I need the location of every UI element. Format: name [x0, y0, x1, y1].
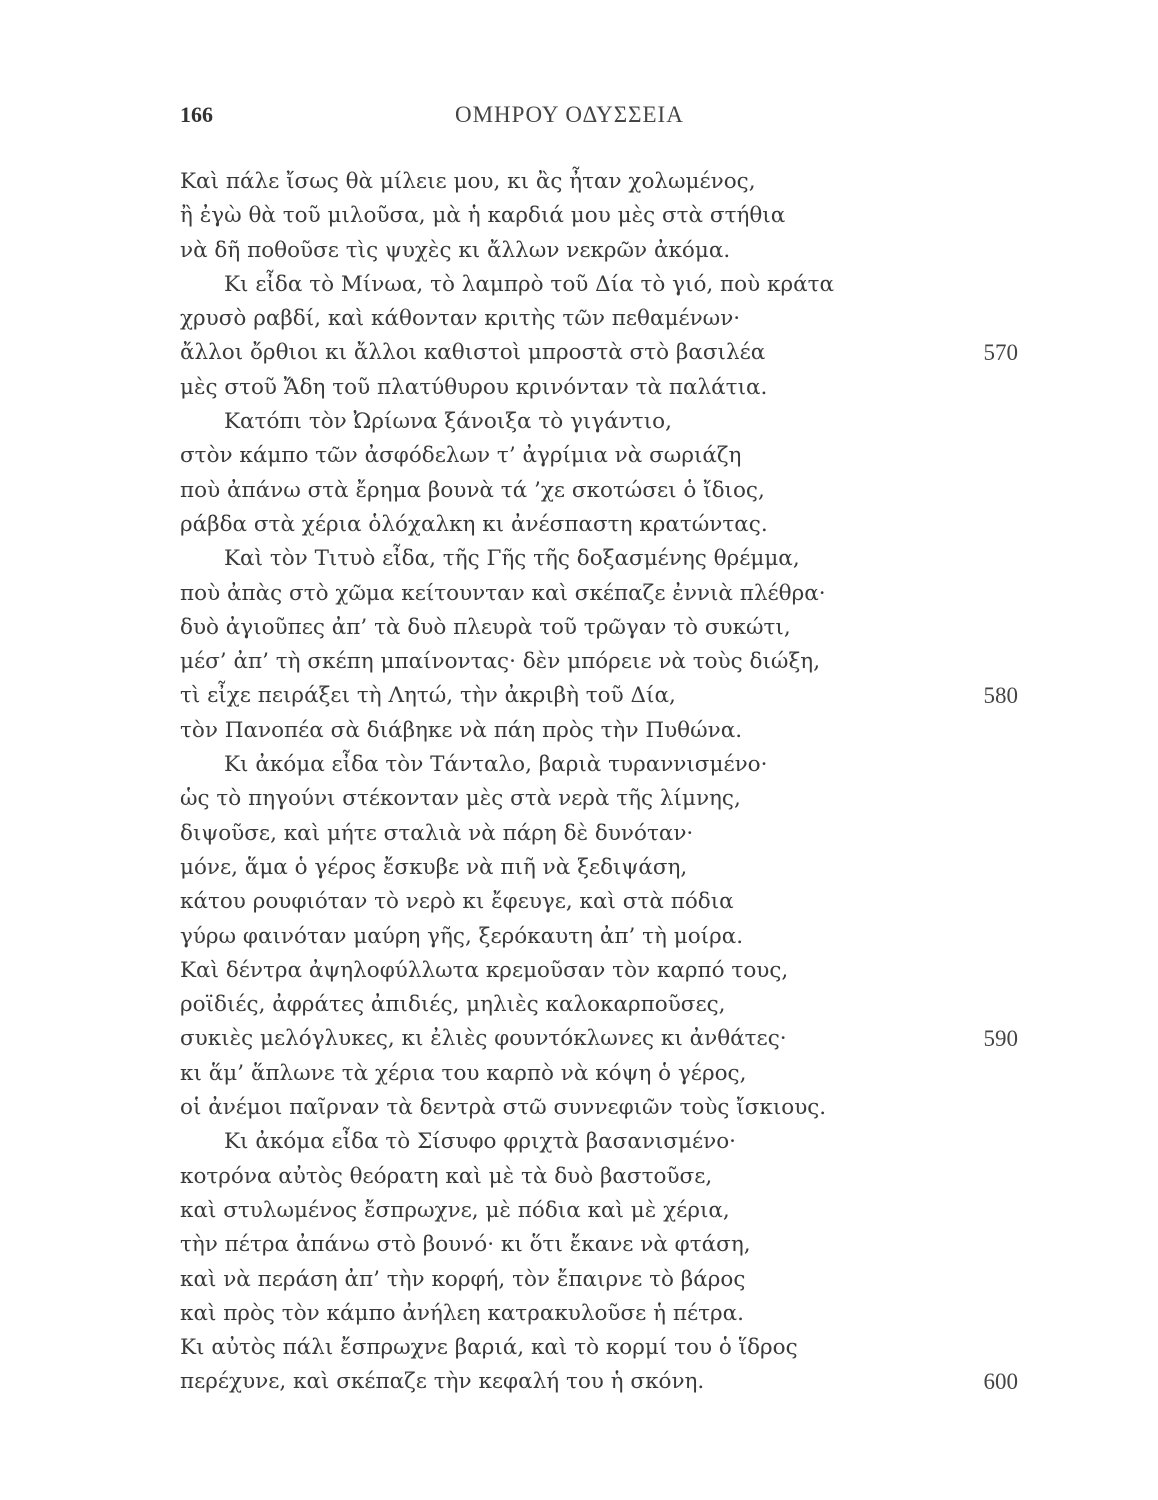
- verse-line: [180, 679, 1020, 713]
- running-head: [180, 102, 1030, 134]
- verse-text: δυὸ ἀγιοῦπες ἀπ’ τὰ δυὸ πλευρὰ τοῦ τρῶγαν τὸ συκώτι,: [180, 614, 791, 640]
- verse-line: [180, 611, 1020, 645]
- verse-text: Κι ἀκόμα εἶδα τὸν Τάνταλο, βαριὰ τυραννισμένο·: [224, 752, 768, 778]
- running-title: ΟΜΗΡΟΥ ΟΔΥΣΣΕΙΑ: [455, 102, 684, 127]
- verse-line: [180, 1160, 1020, 1194]
- verse-line: [180, 1091, 1020, 1125]
- verse-line: [180, 165, 1020, 199]
- line-number: 580: [983, 683, 1018, 709]
- verse-line: [180, 336, 1020, 370]
- verse-line: [180, 371, 1020, 405]
- verse-text: χρυσὸ ραβδί, καὶ κάθονταν κριτὴς τῶν πεθαμένων·: [180, 306, 741, 332]
- verse-line: [180, 920, 1020, 954]
- verse-line: [180, 577, 1020, 611]
- verse-text: ποὺ ἀπὰς στὸ χῶμα κείτουνταν καὶ σκέπαζε ἐννιὰ πλέθρα·: [180, 580, 826, 606]
- verse-text: ὡς τὸ πηγούνι στέκονταν μὲς στὰ νερὰ τῆς λίμνης,: [180, 786, 741, 812]
- verse-line: [180, 439, 1020, 473]
- verse-text: ράβδα στὰ χέρια ὁλόχαλκη κι ἀνέσπαστη κρατώντας.: [180, 511, 768, 537]
- verse-line: [180, 954, 1020, 988]
- verse-line: [180, 782, 1020, 816]
- verse-text: ροϊδιές, ἀφράτες ἀπιδιές, μηλιὲς καλοκαρποῦσες,: [180, 992, 726, 1018]
- verse-text: μέσ’ ἀπ’ τὴ σκέπη μπαίνοντας· δὲν μπόρειε νὰ τοὺς διώξη,: [180, 649, 821, 675]
- verse-text: συκιὲς μελόγλυκες, κι ἐλιὲς φουντόκλωνες κι ἀνθάτες·: [180, 1026, 787, 1052]
- verse-text: νὰ δῆ ποθοῦσε τὶς ψυχὲς κι ἄλλων νεκρῶν ἀκόμα.: [180, 237, 731, 263]
- verse-line: [180, 508, 1020, 542]
- verse-line: [180, 1228, 1020, 1262]
- verse-text: οἱ ἀνέμοι παῖρναν τὰ δεντρὰ στῶ συννεφιῶν τοὺς ἴσκιους.: [180, 1095, 827, 1121]
- line-number: 600: [983, 1369, 1018, 1395]
- verse-line: [180, 302, 1020, 336]
- verse-text: γύρω φαινόταν μαύρη γῆς, ξερόκαυτη ἀπ’ τὴ μοίρα.: [180, 923, 744, 949]
- verse-block: [180, 165, 1020, 1400]
- verse-text: στὸν κάμπο τῶν ἀσφόδελων τ’ ἀγρίμια νὰ σωριάζη: [180, 443, 742, 469]
- verse-text: Καὶ δέντρα ἀψηλοφύλλωτα κρεμοῦσαν τὸν καρπό τους,: [180, 957, 789, 983]
- verse-text: καὶ νὰ περάση ἀπ’ τὴν κορφή, τὸν ἔπαιρνε τὸ βάρος: [180, 1266, 746, 1292]
- verse-text: κι ἅμ’ ἅπλωνε τὰ χέρια του καρπὸ νὰ κόψη ὁ γέρος,: [180, 1060, 747, 1086]
- verse-line: [180, 748, 1020, 782]
- verse-text: κάτου ρουφιόταν τὸ νερὸ κι ἔφευγε, καὶ στὰ πόδια: [180, 889, 734, 915]
- verse-line: [180, 1125, 1020, 1159]
- verse-text: τὸν Πανοπέα σὰ διάβηκε νὰ πάη πρὸς τὴν Πυθώνα.: [180, 717, 743, 743]
- verse-text: Καὶ τὸν Τιτυὸ εἶδα, τῆς Γῆς τῆς δοξασμένης θρέμμα,: [224, 546, 800, 572]
- verse-line: [180, 885, 1020, 919]
- verse-text: μὲς στοῦ Ἄδη τοῦ πλατύθυρου κρινόνταν τὰ παλάτια.: [180, 374, 768, 400]
- verse-text: τὶ εἶχε πειράξει τὴ Λητώ, τὴν ἀκριβὴ τοῦ Δία,: [180, 683, 676, 709]
- verse-line: [180, 1022, 1020, 1056]
- verse-text: ἄλλοι ὄρθιοι κι ἄλλοι καθιστοὶ μπροστὰ στὸ βασιλέα: [180, 340, 766, 366]
- line-number: 570: [983, 340, 1018, 366]
- verse-text: διψοῦσε, καὶ μήτε σταλιὰ νὰ πάρη δὲ δυνόταν·: [180, 820, 694, 846]
- verse-line: [180, 1057, 1020, 1091]
- verse-line: [180, 714, 1020, 748]
- verse-text: περέχυνε, καὶ σκέπαζε τὴν κεφαλή του ἡ σκόνη.: [180, 1369, 705, 1395]
- verse-text: μόνε, ἅμα ὁ γέρος ἔσκυβε νὰ πιῆ νὰ ξεδιψάση,: [180, 854, 688, 880]
- verse-line: [180, 645, 1020, 679]
- verse-line: [180, 851, 1020, 885]
- verse-line: [180, 1331, 1020, 1365]
- page-number: 166: [180, 102, 213, 127]
- verse-line: [180, 542, 1020, 576]
- line-number: 590: [983, 1026, 1018, 1052]
- verse-line: [180, 268, 1020, 302]
- verse-line: [180, 405, 1020, 439]
- verse-line: [180, 1263, 1020, 1297]
- verse-text: κοτρόνα αὐτὸς θεόρατη καὶ μὲ τὰ δυὸ βαστοῦσε,: [180, 1163, 713, 1189]
- verse-text: Κι εἶδα τὸ Μίνωα, τὸ λαμπρὸ τοῦ Δία τὸ γιό, ποὺ κράτα: [224, 271, 835, 297]
- verse-text: Κι αὐτὸς πάλι ἔσπρωχνε βαριά, καὶ τὸ κορμί του ὁ ἵδρος: [180, 1335, 798, 1361]
- verse-line: [180, 1297, 1020, 1331]
- verse-text: ἢ ἐγὼ θὰ τοῦ μιλοῦσα, μὰ ἡ καρδιά μου μὲς στὰ στήθια: [180, 203, 786, 229]
- verse-line: [180, 817, 1020, 851]
- verse-text: καὶ στυλωμένος ἔσπρωχνε, μὲ πόδια καὶ μὲ χέρια,: [180, 1197, 730, 1223]
- verse-text: Κατόπι τὸν Ὠρίωνα ξάνοιξα τὸ γιγάντιο,: [224, 409, 672, 435]
- verse-line: [180, 474, 1020, 508]
- verse-text: Καὶ πάλε ἴσως θὰ μίλειε μου, κι ἂς ἦταν χολωμένος,: [180, 169, 756, 194]
- verse-line: [180, 1194, 1020, 1228]
- verse-line: [180, 199, 1020, 233]
- verse-line: [180, 234, 1020, 268]
- verse-line: [180, 988, 1020, 1022]
- verse-text: καὶ πρὸς τὸν κάμπο ἀνήλεη κατρακυλοῦσε ἡ πέτρα.: [180, 1300, 745, 1326]
- verse-line: [180, 1365, 1020, 1399]
- verse-text: τὴν πέτρα ἀπάνω στὸ βουνό· κι ὅτι ἔκανε νὰ φτάση,: [180, 1232, 751, 1258]
- verse-text: Κι ἀκόμα εἶδα τὸ Σίσυφο φριχτὰ βασανισμένο·: [224, 1129, 736, 1155]
- verse-text: ποὺ ἀπάνω στὰ ἔρημα βουνὰ τά ’χε σκοτώσει ὁ ἴδιος,: [180, 477, 765, 503]
